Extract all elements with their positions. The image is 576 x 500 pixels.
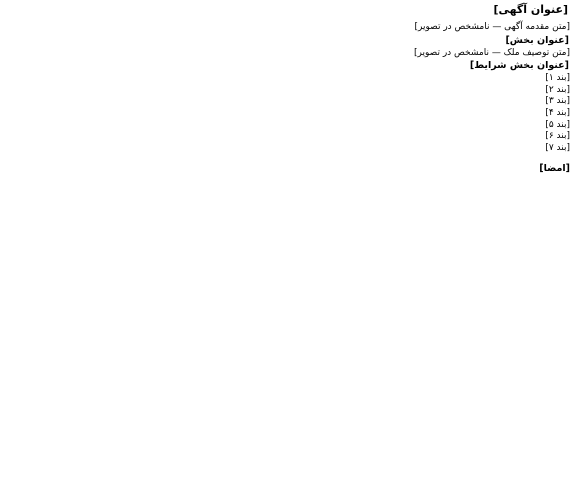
condition-3: [بند ۳]: [545, 96, 570, 107]
condition-5: [بند ۵]: [545, 119, 570, 130]
property-description: [متن توصیف ملک — نامشخص در تصویر]: [414, 47, 570, 58]
condition-1: [بند ۱]: [545, 73, 570, 84]
notice-title: [عنوان آگهی]: [493, 3, 568, 16]
signature: [امضا]: [539, 163, 570, 175]
condition-6: [بند ۶]: [545, 131, 570, 142]
notice-intro: [متن مقدمه آگهی — نامشخص در تصویر]: [414, 22, 570, 32]
property-heading: [عنوان بخش]: [505, 34, 569, 46]
condition-4: [بند ۴]: [545, 107, 570, 118]
conditions-heading: [عنوان بخش شرایط]: [469, 60, 569, 72]
condition-7: [بند ۷]: [545, 142, 570, 153]
condition-2: [بند ۲]: [545, 84, 570, 95]
